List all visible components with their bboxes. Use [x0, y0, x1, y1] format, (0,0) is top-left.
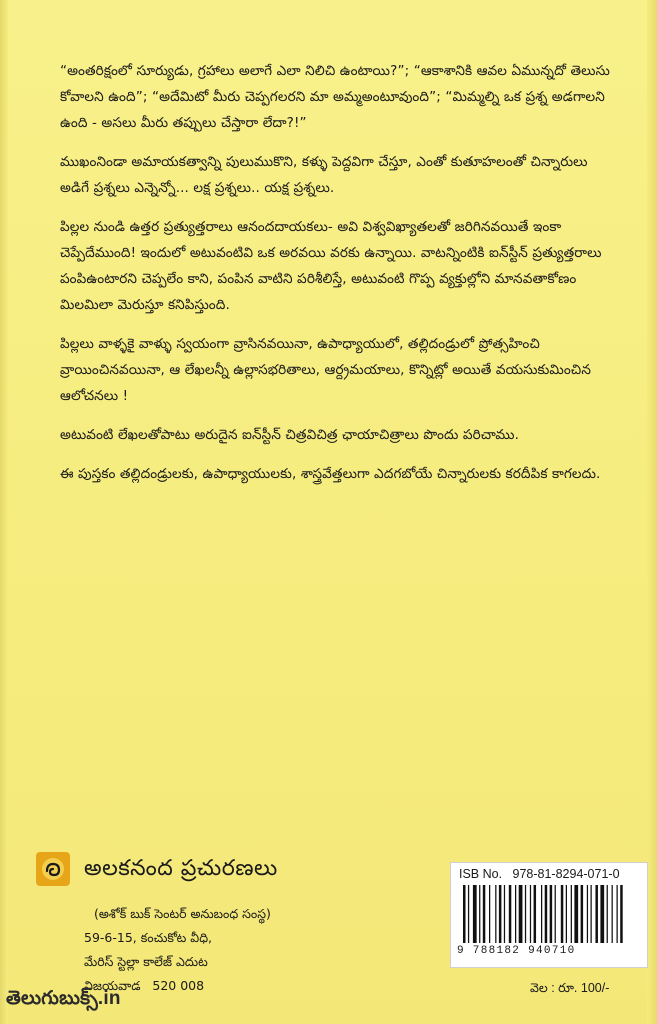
cover-edge-left	[0, 0, 8, 1024]
blurb-paragraph-4: పిల్లలు వాళ్ళకై వాళ్ళు స్వయంగా వ్రాసినవయినా, ఉపాధ్యాయులో, తల్లిదండ్రులో ప్రోత్సహించి వ్రాయించినవయినా, ఆ లేఖలన్నీ ఉల్లాసభరితాలు, ఆర్ద్రమయాలు, కొన్నిట్లో అయితే వయసుకుమించిన ఆలోచనలు !	[60, 336, 591, 404]
publisher-address-line-1: 59-6-15, కంచుకోట వీధి,	[84, 930, 212, 945]
blurb-paragraph-6: ఈ పుస్తకం తల్లిదండ్రులకు, ఉపాధ్యాయులకు, శాస్త్రవేత్తలుగా ఎదగబోయే చిన్నారులకు కరదీపిక కాగలదు.	[60, 466, 601, 482]
blurb-paragraph-5: అటువంటి లేఖలతోపాటు అరుదైన ఐన్‌స్టీన్ చిత్రవిచిత్ర ఛాయాచిత్రాలు పొందు పరిచాము.	[60, 427, 520, 443]
blurb-paragraph-1: “అంతరిక్షంలో సూర్యుడు, గ్రహాలు అలాగే ఎలా నిలిచి ఉంటాయి?”; “ఆకాశానికి ఆవల ఏమున్నదో తెలుసు కోవాలని ఉంది”; “అదేమిటో మీరు చెప్పగలరని మా అమ్మఅంటూవుంది”; “మిమ్మల్ని ఒక ప్రశ్న అడగాలని ఉంది - అసలు మీరు తప్పులు చేస్తారా లేదా?!”	[60, 63, 610, 131]
price-label: వెల : రూ. 100/-	[530, 981, 610, 995]
isbn-number: 978-81-8294-071-0	[512, 867, 620, 881]
isbn-label: ISB No.	[459, 867, 503, 881]
blurb-text	[60, 58, 620, 500]
barcode-image	[461, 885, 637, 943]
publisher-address	[84, 902, 271, 998]
blurb-paragraph-3: పిల్లల నుండి ఉత్తర ప్రత్యుత్తరాలు ఆనందదాయకలు- అవి విశ్వవిఖ్యాతలతో జరిగినవయితే ఇంకా చెప్పేదేముంది! ఇందులో అటువంటివి ఒక అరవయి వరకు ఉన్నాయి. వాటన్నింటికి ఐన్‌స్టీన్ ప్రత్యుత్తరాలు పంపిఉంటారని చెప్పలేం కాని, పంపిన వాటిని పరిశీలిస్తే, అటువంటి గొప్ప వ్యక్తుల్లోని మానవతాకోణం మిలమిలా మెరుస్తూ కనిపిస్తుంది.	[60, 219, 602, 313]
barcode-digits: 9 788182 940710	[457, 945, 576, 957]
isbn-line	[459, 867, 620, 881]
publisher-pin: 520 008	[152, 978, 205, 993]
publisher-name: అలకనంద ప్రచురణలు	[84, 856, 278, 881]
watermark-logo: తెలుగుబుక్స్.in	[6, 988, 121, 1009]
cover-edge-right	[647, 0, 657, 1024]
publisher-address-line-2: మేరిస్ స్టెల్లా కాలేజ్ ఎదుట	[84, 954, 208, 969]
blurb-paragraph-2: ముఖంనిండా అమాయకత్వాన్ని పులుముకొని, కళ్ళు పెద్దవిగా చేస్తూ, ఎంతో కుతూహలంతో చిన్నారులు అడిగే ప్రశ్నలు ఎన్నెన్నో... లక్ష ప్రశ్నలు.. యక్ష ప్రశ్నలు.	[60, 154, 588, 196]
publisher-sister-concern: (అశోక్ బుక్ సెంటర్ అనుబంధ సంస్థ)	[94, 906, 271, 921]
publisher-city: విజయవాడ	[84, 978, 141, 993]
publisher-logo-icon	[36, 852, 70, 886]
isbn-barcode-box	[450, 862, 648, 968]
